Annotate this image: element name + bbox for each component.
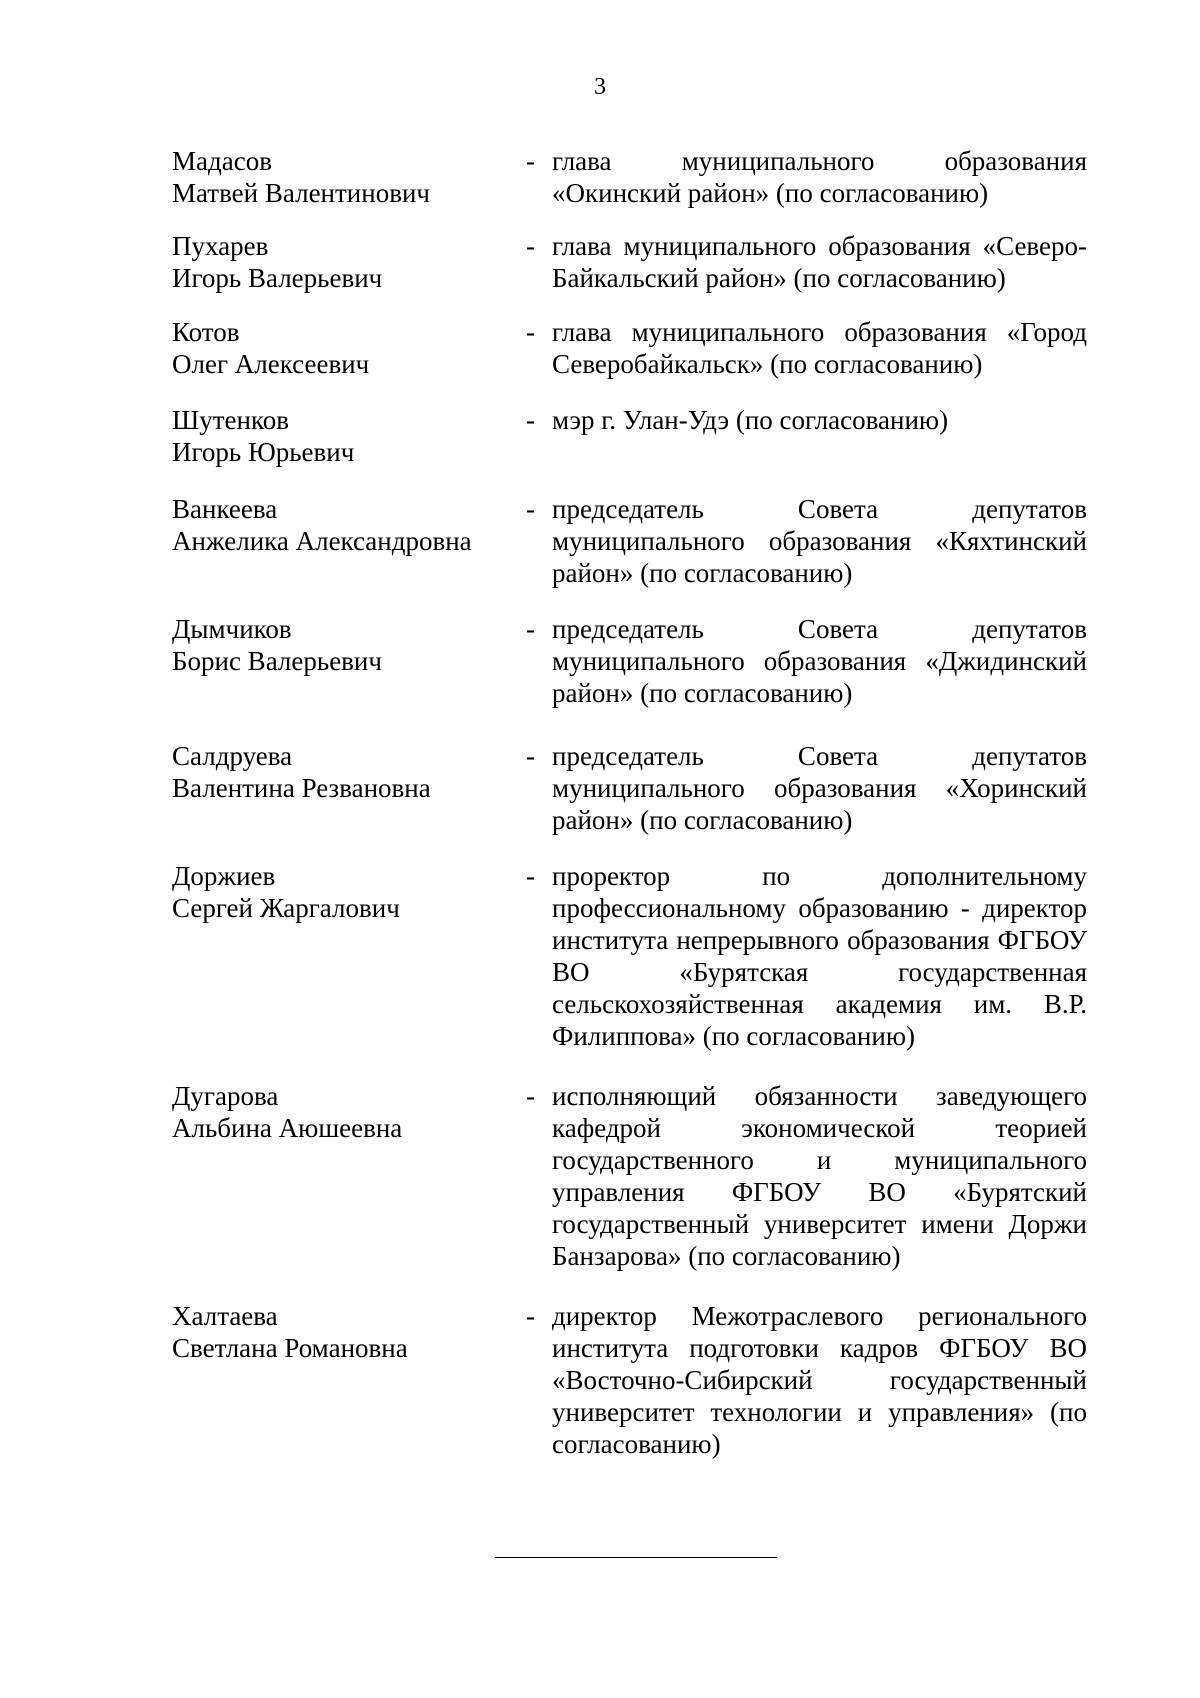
member-role: глава муниципального образования «Окинский район» (по согласованию) <box>552 146 1087 208</box>
member-last-name: Котов <box>172 317 240 347</box>
member-first-names: Сергей Жаргалович <box>172 893 400 923</box>
member-first-names: Альбина Аюшеевна <box>172 1113 403 1143</box>
separator-dash: - <box>526 494 535 524</box>
member-name <box>172 613 517 677</box>
member-name <box>172 740 517 804</box>
member-first-names: Игорь Юрьевич <box>172 437 355 467</box>
member-entry <box>172 230 1087 316</box>
member-name <box>172 230 517 294</box>
member-first-names: Олег Алексеевич <box>172 349 370 379</box>
member-last-name: Пухарев <box>172 231 269 261</box>
member-last-name: Шутенков <box>172 405 289 435</box>
member-name <box>172 316 517 380</box>
separator-dash: - <box>526 614 535 644</box>
separator-dash: - <box>526 1081 535 1111</box>
member-last-name: Мадасов <box>172 146 272 176</box>
member-name <box>172 860 517 924</box>
member-role: исполняющий обязанности заведующего кафедрой экономической теорией государственного и муниципального управления ФГБОУ ВО «Бурятский государственный университет имени Доржи Банзарова» (по согласованию) <box>552 1081 1087 1271</box>
member-name <box>172 145 517 209</box>
member-name <box>172 493 517 557</box>
member-role: проректор по дополнительному профессиональному образованию - директор института непрерывного образования ФГБОУ ВО «Бурятская государственная сельскохозяйственная академия им. В.Р. Филиппова» (по согласованию) <box>552 861 1087 1051</box>
member-first-names: Светлана Романовна <box>172 1333 408 1363</box>
member-name <box>172 404 517 468</box>
member-role: председатель Совета депутатов муниципального образования «Кяхтинский район» (по согласованию) <box>552 494 1087 588</box>
separator-dash: - <box>526 231 535 261</box>
member-role: председатель Совета депутатов муниципального образования «Джидинский район» (по согласованию) <box>552 614 1087 708</box>
member-first-names: Матвей Валентинович <box>172 178 430 208</box>
separator-dash: - <box>526 405 535 435</box>
member-first-names: Борис Валерьевич <box>172 646 382 676</box>
member-entry <box>172 740 1087 860</box>
member-last-name: Ванкеева <box>172 494 278 524</box>
separator-dash: - <box>526 1301 535 1331</box>
member-role: директор Межотраслевого регионального института подготовки кадров ФГБОУ ВО «Восточно-Сибирский государственный университет технологии и управления» (по согласованию) <box>552 1301 1087 1459</box>
member-entry <box>172 404 1087 493</box>
page-number: 3 <box>594 74 606 100</box>
member-entry <box>172 493 1087 613</box>
member-entry <box>172 316 1087 404</box>
end-rule <box>495 1557 777 1558</box>
separator-dash: - <box>526 146 535 176</box>
member-role: глава муниципального образования «Город Северобайкальск» (по согласованию) <box>552 317 1087 379</box>
member-last-name: Дымчиков <box>172 614 292 644</box>
member-name <box>172 1080 517 1144</box>
separator-dash: - <box>526 741 535 771</box>
member-entry <box>172 1080 1087 1300</box>
member-first-names: Анжелика Александровна <box>172 526 472 556</box>
member-first-names: Валентина Резвановна <box>172 773 431 803</box>
member-entry <box>172 860 1087 1080</box>
member-last-name: Салдруева <box>172 741 293 771</box>
member-role: председатель Совета депутатов муниципального образования «Хоринский район» (по согласованию) <box>552 741 1087 835</box>
separator-dash: - <box>526 317 535 347</box>
member-last-name: Доржиев <box>172 861 276 891</box>
member-entry <box>172 613 1087 740</box>
member-entry <box>172 145 1087 230</box>
member-role: глава муниципального образования «Северо-Байкальский район» (по согласованию) <box>552 231 1087 293</box>
member-last-name: Халтаева <box>172 1301 278 1331</box>
member-role: мэр г. Улан-Удэ (по согласованию) <box>552 405 949 435</box>
member-name <box>172 1300 517 1364</box>
member-entry <box>172 1300 1087 1480</box>
separator-dash: - <box>526 861 535 891</box>
member-first-names: Игорь Валерьевич <box>172 263 383 293</box>
members-list <box>172 145 1087 1480</box>
member-last-name: Дугарова <box>172 1081 279 1111</box>
